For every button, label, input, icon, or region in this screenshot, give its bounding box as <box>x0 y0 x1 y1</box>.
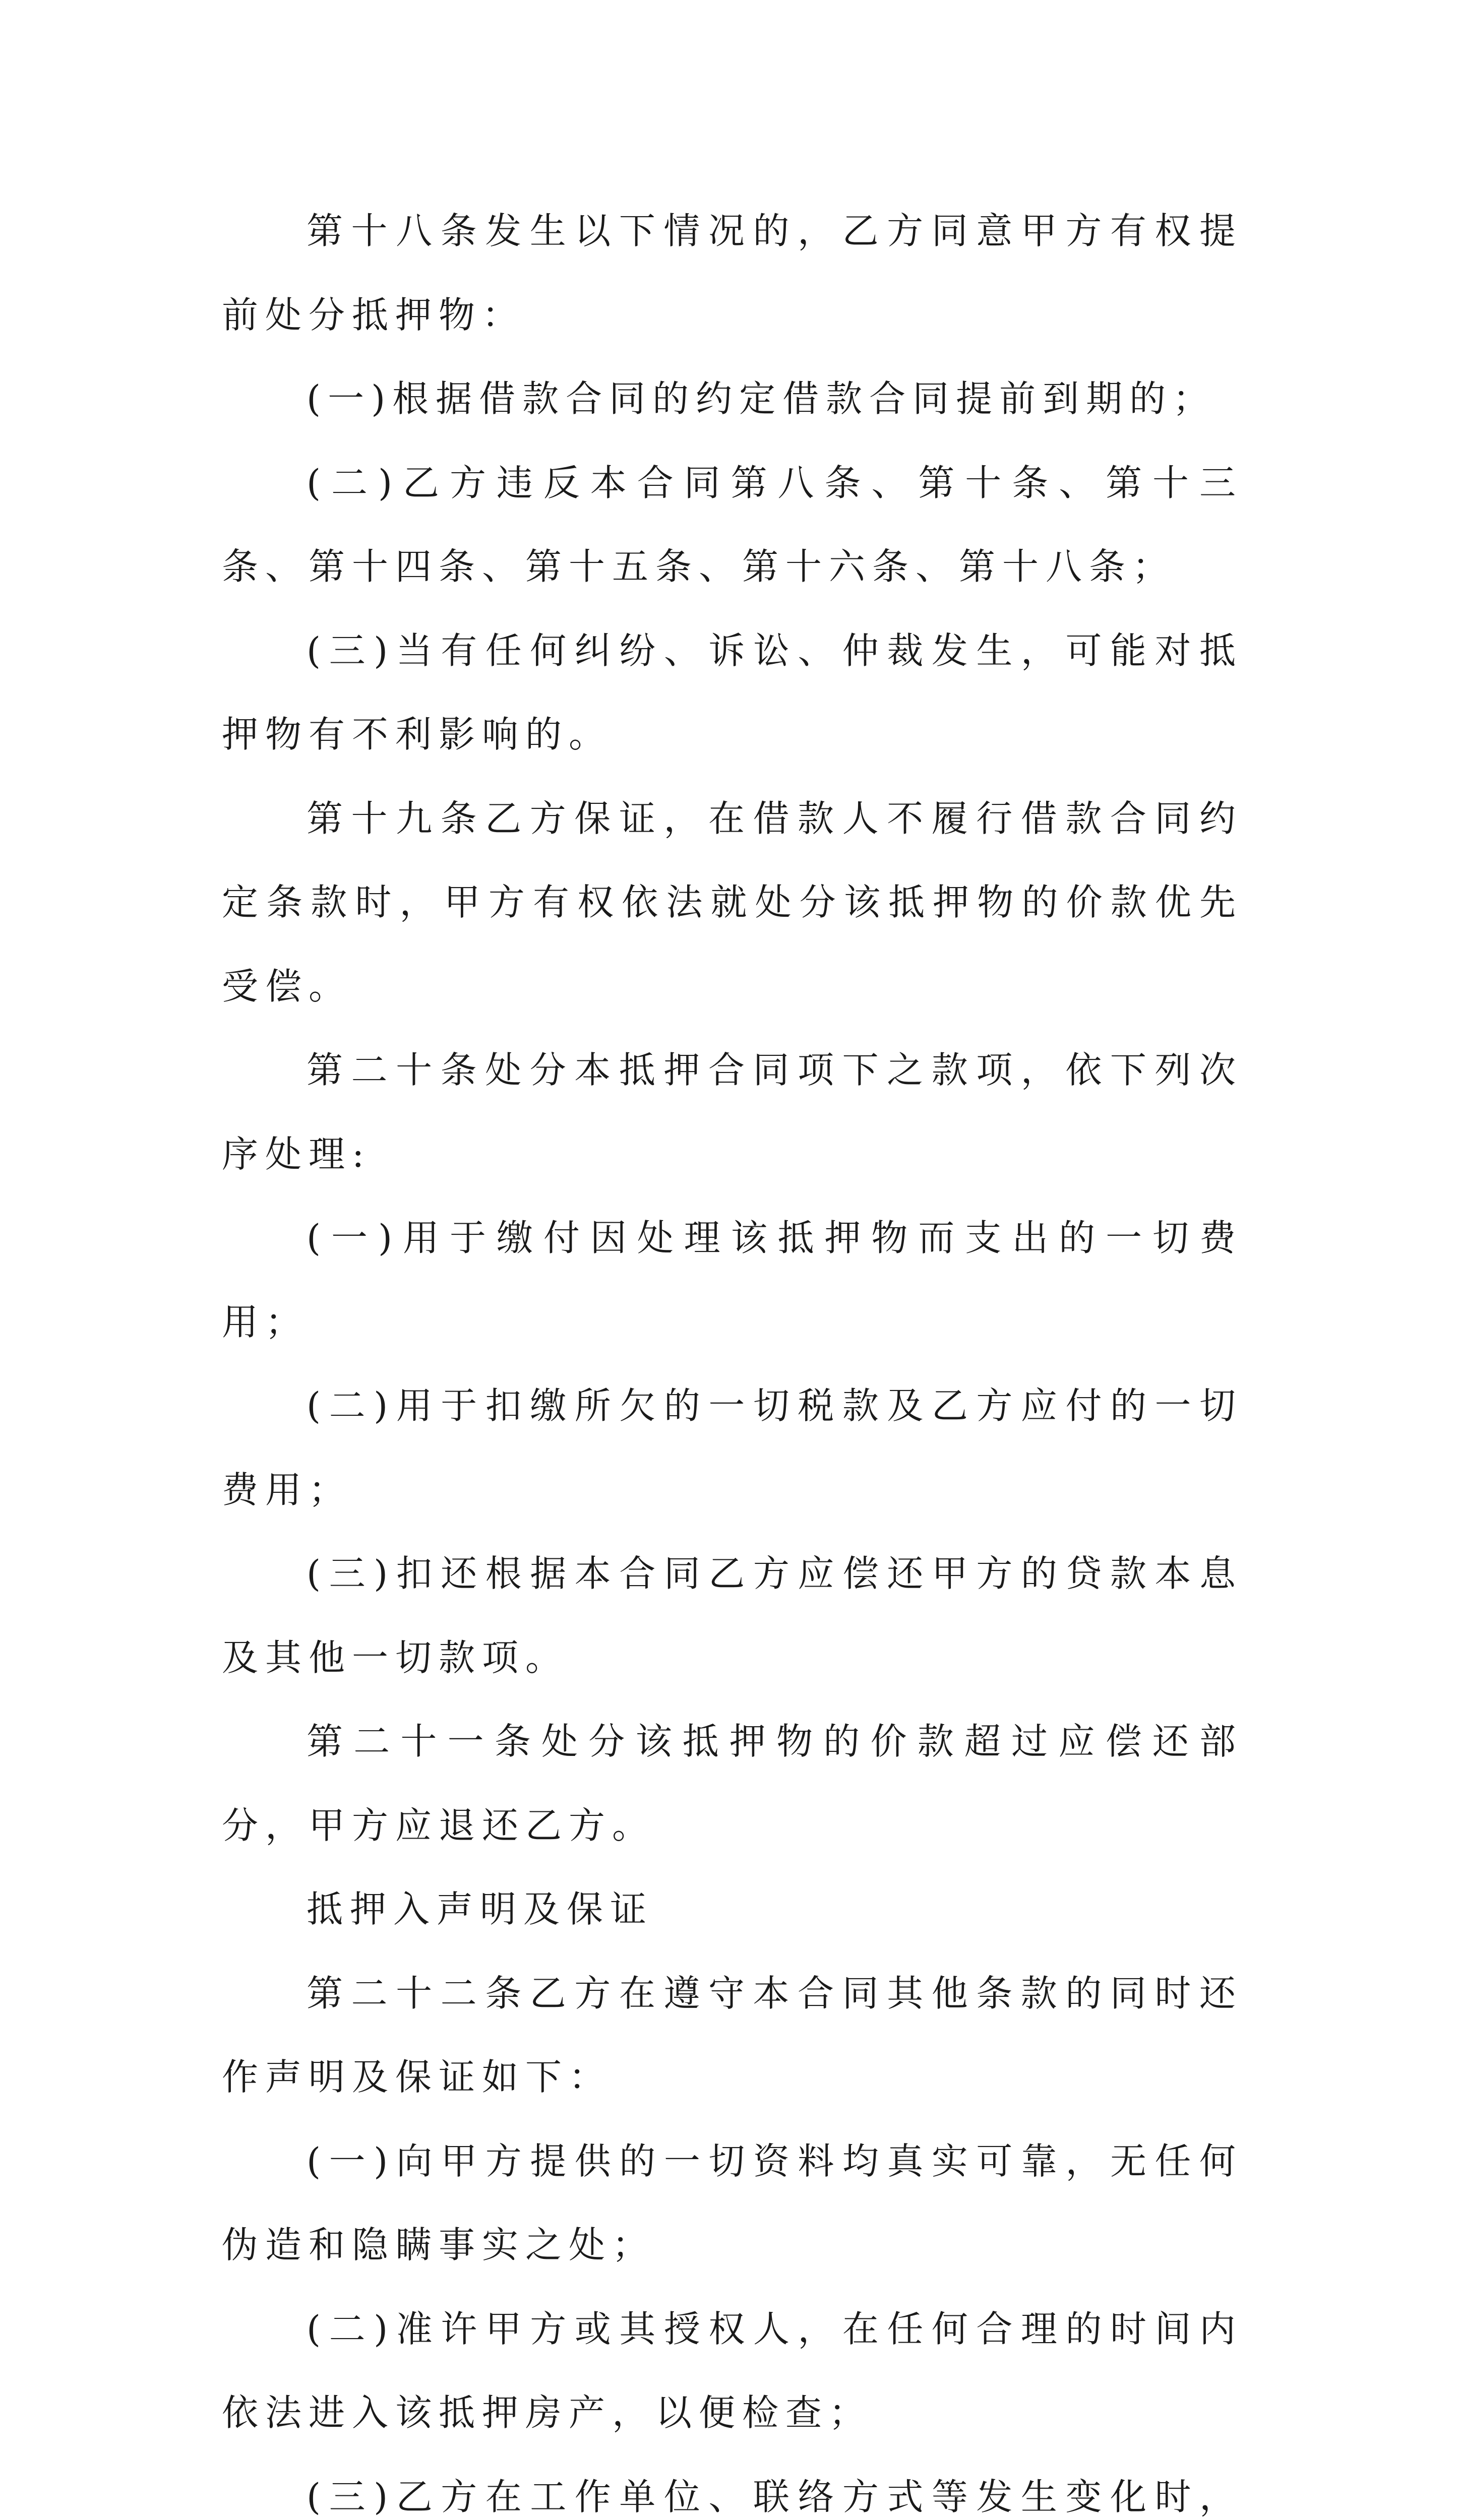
clause-18-item-3: (三)当有任何纠纷、诉讼、仲裁发生，可能对抵押物有不利影响的。 <box>222 609 1243 777</box>
clause-20-item-2: (二)用于扣缴所欠的一切税款及乙方应付的一切费用； <box>222 1364 1243 1532</box>
clause-21: 第二十一条处分该抵押物的价款超过应偿还部分，甲方应退还乙方。 <box>222 1699 1243 1867</box>
clause-20-item-1: (一)用于缴付因处理该抵押物而支出的一切费用； <box>222 1196 1243 1364</box>
clause-19: 第十九条乙方保证，在借款人不履行借款合同约定条款时，甲方有权依法就处分该抵押物的价款优先受偿。 <box>222 777 1243 1029</box>
clause-20: 第二十条处分本抵押合同项下之款项，依下列次序处理: <box>222 1028 1243 1196</box>
clause-22-item-2: (二)准许甲方或其授权人，在任何合理的时间内依法进入该抵押房产，以便检查； <box>222 2287 1243 2455</box>
section-heading: 抵押入声明及保证 <box>222 1867 1243 1951</box>
clause-18-item-1: (一)根据借款合同的约定借款合同提前到期的； <box>222 357 1243 441</box>
clause-22: 第二十二条乙方在遵守本合同其他条款的同时还作声明及保证如下： <box>222 1951 1243 2119</box>
clause-18: 第十八条发生以下情况的，乙方同意甲方有权提前处分抵押物： <box>222 189 1243 357</box>
document-body <box>222 189 1243 2520</box>
clause-18-item-2: (二)乙方违反本合同第八条、第十条、第十三条、第十四条、第十五条、第十六条、第十八条； <box>222 441 1243 609</box>
clause-22-item-1: (一)向甲方提供的一切资料均真实可靠，无任何伪造和隐瞒事实之处； <box>222 2119 1243 2287</box>
clause-22-item-3: (三)乙方在工作单位、联络方式等发生变化时， <box>222 2455 1243 2520</box>
clause-20-item-3: (三)扣还根据本合同乙方应偿还甲方的贷款本息及其他一切款项。 <box>222 1532 1243 1699</box>
